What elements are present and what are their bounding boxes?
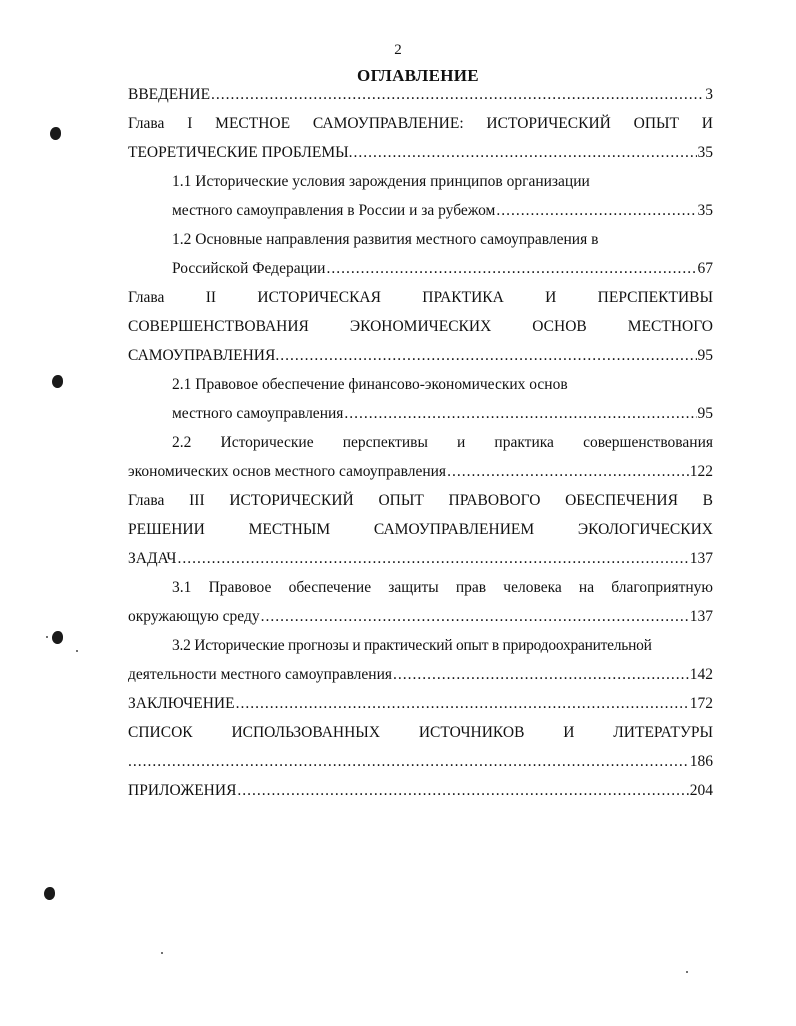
- entry-page: 186: [689, 753, 713, 770]
- entry-line: окружающую среду: [128, 608, 260, 625]
- leader-dots: [128, 747, 689, 776]
- leader-dots: [237, 776, 688, 805]
- entry-line: 3.1 Правовое обеспечение защиты прав человека на благоприятную: [172, 579, 713, 596]
- scan-speck: [76, 650, 78, 652]
- entry-line: местного самоуправления: [172, 405, 344, 422]
- leader-dots: [177, 544, 688, 573]
- entry-page: 95: [697, 405, 713, 422]
- page-number: 2: [394, 42, 402, 58]
- toc-entry-appendix[interactable]: [128, 776, 713, 805]
- scan-speck: [161, 952, 163, 954]
- entry-text: ЗАКЛЮЧЕНИЕ: [128, 695, 235, 712]
- entry-line: экономических основ местного самоуправления: [128, 463, 447, 480]
- toc-entry-sources[interactable]: [128, 718, 713, 776]
- entry-page: 3: [705, 86, 713, 103]
- leader-dots: [236, 689, 689, 718]
- entry-line: 2.2 Исторические перспективы и практика совершенствования: [172, 434, 713, 451]
- scan-hole-mark: [44, 887, 55, 900]
- leader-dots: [354, 138, 697, 167]
- entry-line: 1.2 Основные направления развития местного самоуправления в: [172, 231, 599, 248]
- scan-hole-mark: [52, 375, 63, 388]
- scan-hole-mark: [52, 631, 63, 644]
- toc-entry-section-2-2[interactable]: [128, 428, 713, 486]
- scan-speck: [46, 636, 48, 638]
- leader-dots: [496, 196, 696, 225]
- entry-line: 1.1 Исторические условия зарождения принципов организации: [172, 173, 590, 190]
- toc-entry-section-3-1[interactable]: [128, 573, 713, 631]
- toc-entry-section-2-1[interactable]: [128, 370, 713, 428]
- entry-line: Глава III ИСТОРИЧЕСКИЙ ОПЫТ ПРАВОВОГО ОБЕСПЕЧЕНИЯ В: [128, 492, 713, 509]
- entry-line: СОВЕРШЕНСТВОВАНИЯ ЭКОНОМИЧЕСКИХ ОСНОВ МЕСТНОГО: [128, 318, 713, 335]
- entry-line: ЗАДАЧ: [128, 550, 177, 567]
- entry-text: ВВЕДЕНИЕ: [128, 86, 211, 103]
- entry-page: 67: [697, 260, 713, 277]
- entry-line: РЕШЕНИИ МЕСТНЫМ САМОУПРАВЛЕНИЕМ ЭКОЛОГИЧЕСКИХ: [128, 521, 713, 538]
- leader-dots: [344, 399, 696, 428]
- leader-dots: [326, 254, 696, 283]
- entry-page: 95: [697, 347, 713, 364]
- leader-dots: [280, 341, 696, 370]
- entry-line: деятельности местного самоуправления: [128, 666, 393, 683]
- entry-line: САМОУПРАВЛЕНИЯ.: [128, 347, 280, 364]
- entry-line: 3.2 Исторические прогнозы и практический опыт в природоохранительной: [172, 637, 652, 654]
- entry-page: 35: [697, 144, 713, 161]
- toc-entry-section-3-2[interactable]: [128, 631, 713, 689]
- entry-line: СПИСОК ИСПОЛЬЗОВАННЫХ ИСТОЧНИКОВ И ЛИТЕРАТУРЫ: [128, 724, 713, 741]
- toc-entry-intro[interactable]: [128, 86, 713, 104]
- entry-page: 137: [689, 608, 713, 625]
- entry-line: Российской Федерации: [172, 260, 326, 277]
- page-title: ОГЛАВЛЕНИЕ: [357, 66, 479, 85]
- toc-entry-chapter-2[interactable]: [128, 283, 713, 370]
- leader-dots: [211, 86, 704, 104]
- toc-entry-section-1-2[interactable]: [128, 225, 713, 283]
- toc-entry-conclusion[interactable]: [128, 689, 713, 718]
- entry-page: 35: [697, 202, 713, 219]
- entry-page: 204: [689, 782, 713, 799]
- entry-line: Глава I МЕСТНОЕ САМОУПРАВЛЕНИЕ: ИСТОРИЧЕСКИЙ ОПЫТ И: [128, 115, 713, 132]
- entry-line: местного самоуправления в России и за рубежом: [172, 202, 496, 219]
- toc-entry-chapter-3[interactable]: [128, 486, 713, 573]
- entry-text: ПРИЛОЖЕНИЯ: [128, 782, 237, 799]
- scan-speck: [686, 971, 688, 973]
- entry-page: 122: [689, 463, 713, 480]
- entry-page: 172: [689, 695, 713, 712]
- entry-page: 142: [689, 666, 713, 683]
- entry-line: Глава II ИСТОРИЧЕСКАЯ ПРАКТИКА И ПЕРСПЕКТИВЫ: [128, 289, 713, 306]
- entry-line: 2.1 Правовое обеспечение финансово-экономических основ: [172, 376, 568, 393]
- leader-dots: [393, 660, 689, 689]
- table-of-contents: [128, 86, 713, 805]
- entry-line: ТЕОРЕТИЧЕСКИЕ ПРОБЛЕМЫ.: [128, 144, 353, 161]
- leader-dots: [447, 457, 689, 486]
- toc-entry-chapter-1[interactable]: [128, 109, 713, 167]
- scan-hole-mark: [50, 127, 61, 140]
- entry-page: 137: [689, 550, 713, 567]
- leader-dots: [261, 602, 689, 631]
- toc-entry-section-1-1[interactable]: [128, 167, 713, 225]
